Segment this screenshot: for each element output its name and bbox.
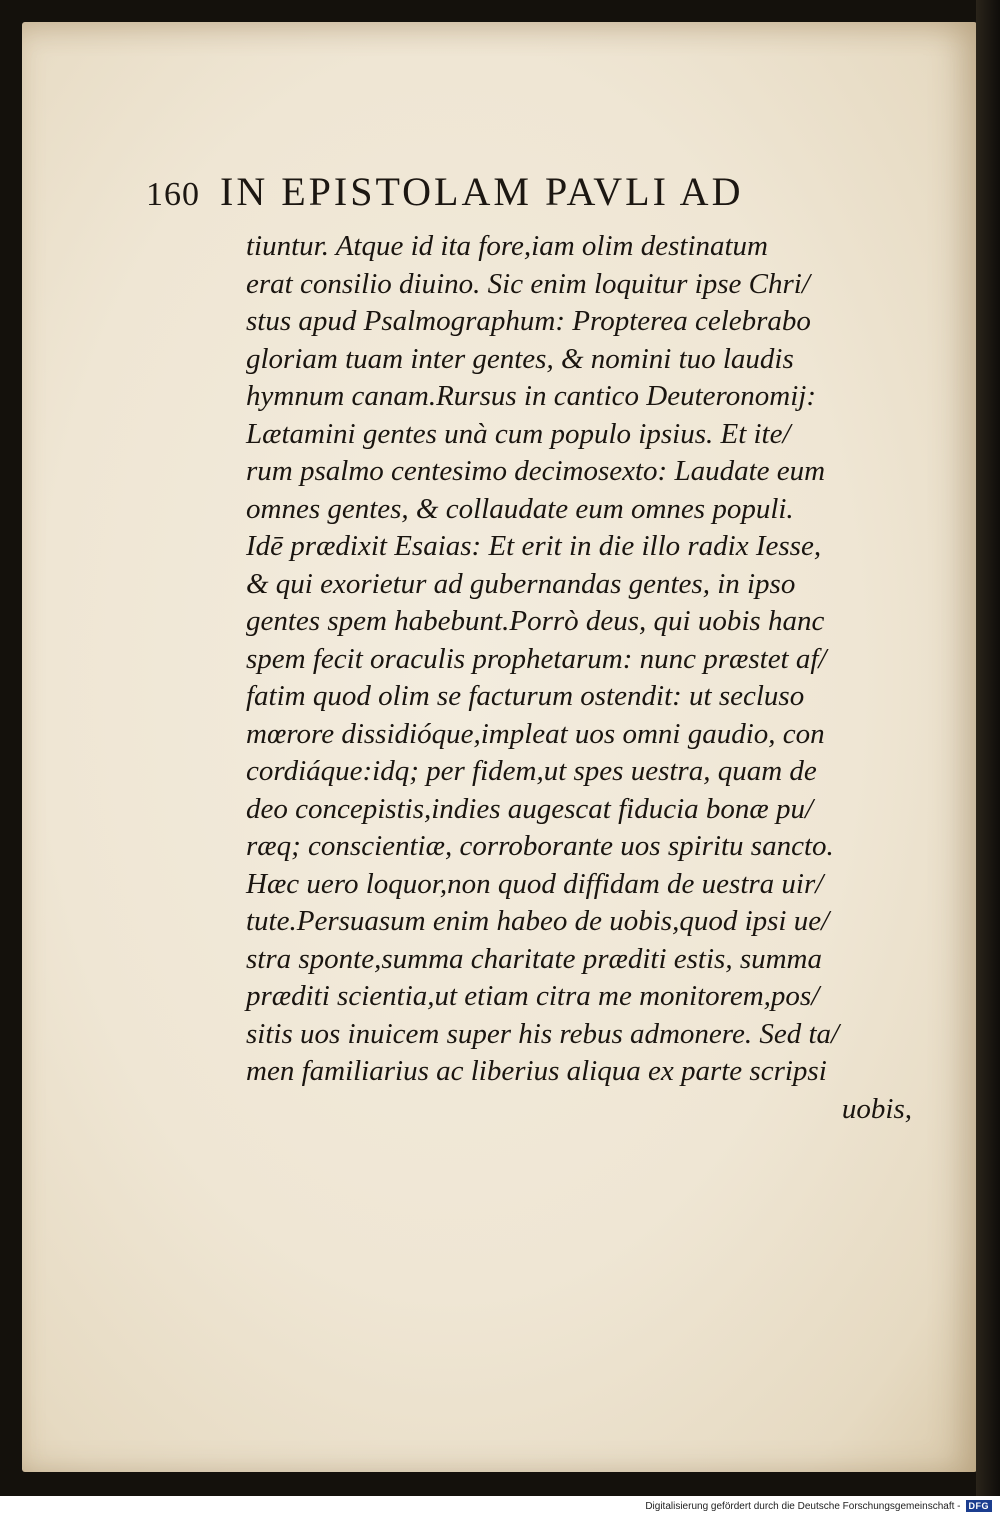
text-line: tute.Persuasum enim habeo de uobis,quod ipsi ue/ [246,905,830,937]
text-line: stra sponte,summa charitate præditi estis, summa [246,942,822,975]
text-line: rum psalmo centesimo decimosexto: Laudate eum [246,455,826,487]
text-line: ræq; conscientiæ, corroborante uos spiritu sancto. [246,830,834,862]
page-header [146,168,743,218]
text-line: tiuntur. Atque id ita fore,iam olim destinatum [246,230,768,262]
page-number: 160 [146,176,200,213]
text-line: men familiarius ac liberius aliqua ex parte scripsi [246,1055,827,1087]
book-edge [976,0,1000,1496]
text-line: gentes spem habebunt.Porrò deus, qui uobis hanc [246,605,825,637]
text-line: Hæc uero loquor,non quod diffidam de uestra uir/ [246,867,824,900]
text-line: stus apud Psalmographum: Propterea celebrabo [246,305,811,337]
text-line: mœrore dissidióque,impleat uos omni gaudio, con [246,717,825,750]
dfg-logo: DFG [966,1500,993,1512]
text-line: & qui exorietur ad gubernandas gentes, in ipso [246,567,796,600]
text-line: omnes gentes, & collaudate eum omnes populi. [246,492,794,525]
text-line: sitis uos inuicem super his rebus admonere. Sed ta/ [246,1017,840,1050]
text-line: fatim quod olim se facturum ostendit: ut secluso [246,680,805,712]
body-text [246,228,936,1128]
text-line: Lætamini gentes unà cum populo ipsius. Et ite/ [246,417,791,450]
text-line: præditi scientia,ut etiam citra me monitorem,pos/ [246,980,820,1012]
text-line: spem fecit oraculis prophetarum: nunc præstet af/ [246,642,827,675]
running-title: IN EPISTOLAM PAVLI AD [220,169,744,214]
footer-bar [0,1496,1000,1516]
catchword: uobis, [841,1092,912,1125]
funding-credit: Digitalisierung gefördert durch die Deutsche Forschungsgemeinschaft - [645,1500,961,1512]
text-line: cordiáque:idq; per fidem,ut spes uestra, quam de [246,755,817,787]
text-line: Idē prædixit Esaias: Et erit in die illo radix Iesse, [246,530,822,562]
text-line: erat consilio diuino. Sic enim loquitur ipse Chri/ [246,267,810,300]
text-line: hymnum canam.Rursus in cantico Deuteronomij: [246,380,816,412]
text-line: gloriam tuam inter gentes, & nomini tuo laudis [246,342,794,375]
text-line: deo concepistis,indies augescat fiducia bonæ pu/ [246,792,814,825]
